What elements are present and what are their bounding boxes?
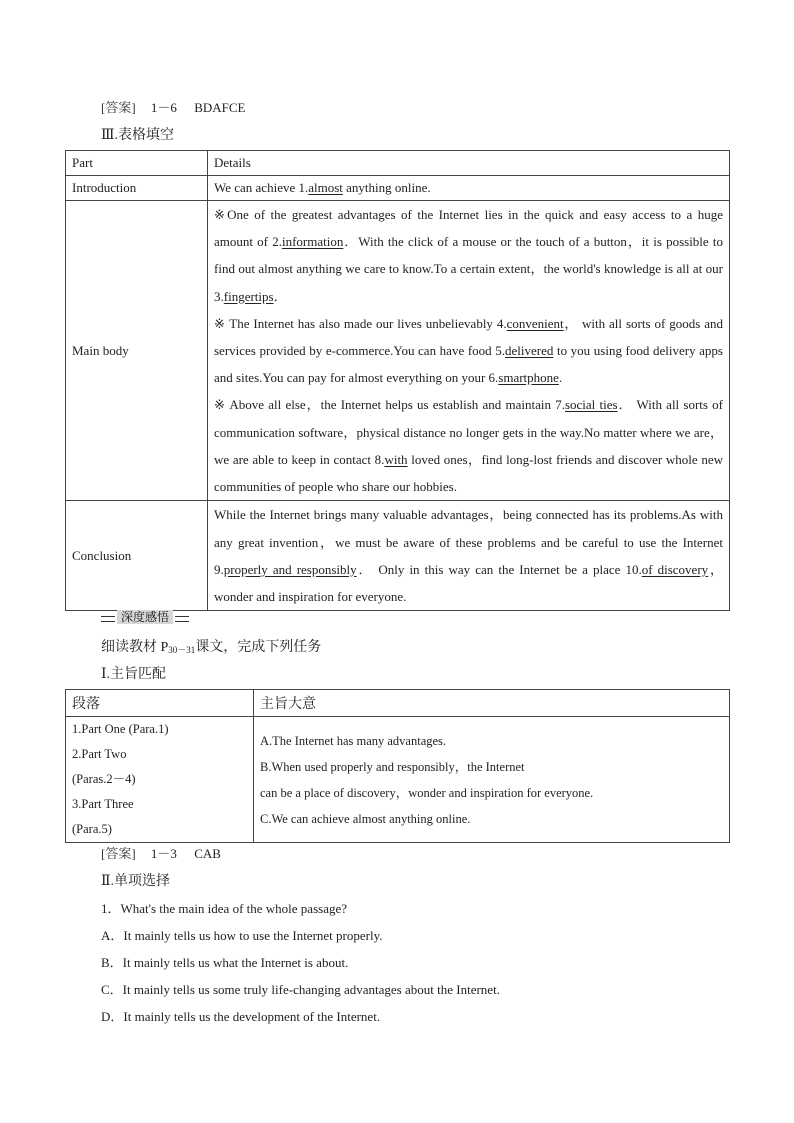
part-item: 1.Part One (Para.1) [72, 722, 169, 736]
header-details: Details [208, 151, 730, 176]
intro-text [208, 176, 730, 201]
blank-8: with [384, 451, 408, 467]
task-intro [101, 636, 321, 656]
main-body-p1b: ．With the click of a mouse or the touch of a button，it is possible to find out almost anything we care to know.To a certain extent，the world's knowledge is all at our 3. [214, 234, 723, 304]
blank-5: delivered [505, 343, 554, 359]
question-stem: 1．What's the main idea of the whole passage? [101, 901, 348, 916]
idea-option: C.We can achieve almost anything online. [260, 811, 471, 826]
answer-line-2 [101, 843, 221, 862]
blank-6: smartphone [498, 370, 559, 386]
part-item: 3.Part Three [72, 797, 134, 811]
answer-tag: [答案] [101, 846, 136, 861]
question-option-b: B．It mainly tells us what the Internet is about. [101, 955, 349, 970]
task-intro-pre: 细读教材 P [101, 640, 169, 655]
table-header-row [66, 151, 730, 176]
idea-option: B.When used properly and responsibly，the Internet [260, 759, 525, 774]
table-row-conclusion [66, 501, 730, 611]
table-row-introduction [66, 176, 730, 201]
conclusion-c: ，wonder and inspiration for everyone. [214, 561, 723, 604]
blank-3: fingertips [223, 288, 274, 304]
row-label-main-body: Main body [66, 201, 208, 501]
section-title-table-fill: Ⅲ.表格填空 [101, 128, 175, 143]
main-body-p3a: ※ Above all else，the Internet helps us establish and maintain 7. [214, 397, 565, 413]
main-idea-table [65, 689, 730, 843]
parts-cell [66, 717, 254, 843]
summary-table [65, 150, 730, 611]
answer-line-1 [101, 97, 245, 116]
answer-range: 1－6 [150, 100, 177, 115]
main-body-text [208, 201, 730, 501]
main-body-p1c: ． [273, 288, 287, 304]
section-banner [101, 610, 189, 624]
intro-pre: We can achieve 1. [214, 180, 309, 195]
main-body-p2b: ， with all sorts of goods and services provided by e-commerce.You can have food 5. [214, 315, 723, 359]
task-intro-pages: 30－31 [168, 645, 196, 655]
main-body-p2a: ※ The Internet has also made our lives unbelievably 4. [214, 315, 507, 331]
banner-bar-right [175, 616, 189, 622]
answer-range: 1－3 [150, 846, 177, 861]
row-label-introduction: Introduction [66, 176, 208, 201]
idea-option: can be a place of discovery，wonder and inspiration for everyone. [260, 785, 594, 800]
main-body-p3c: loved ones，find long-lost friends and discover whole new communities of people who share our hobbies. [214, 451, 723, 495]
part-item: 2.Part Two [72, 747, 127, 761]
conclusion-a: While the Internet brings many valuable advantages，being connected has its problems.As with any great invention，we must be aware of these problems and be careful to use the Internet 9. [214, 507, 723, 577]
answer-value: BDAFCE [194, 100, 246, 115]
part-item: (Paras.2－4) [72, 772, 136, 786]
blank-2: information [281, 234, 344, 250]
section-title-single-choice: Ⅱ.单项选择 [101, 874, 171, 889]
answer-value: CAB [194, 846, 221, 861]
part-item: (Para.5) [72, 822, 112, 836]
header-main-idea: 主旨大意 [254, 690, 730, 717]
question-option-c: C．It mainly tells us some truly life-changing advantages about the Internet. [101, 982, 500, 997]
table2-header-row [66, 690, 730, 717]
header-part: Part [66, 151, 208, 176]
main-body-p3b: ． With all sorts of communication software，physical distance no longer gets in the way.No matter where we are，we are able to keep in contact 8. [214, 397, 723, 467]
conclusion-text [208, 501, 730, 611]
ideas-cell [254, 717, 730, 843]
main-body-p1a: ※One of the greatest advantages of the Internet lies in the quick and easy access to a huge amount of 2. [214, 207, 723, 250]
blank-7: social ties [564, 397, 618, 413]
table-row-main-body [66, 201, 730, 501]
answer-tag: [答案] [101, 100, 136, 115]
conclusion-b: ． Only in this way can the Internet be a place 10. [356, 561, 642, 577]
section-title-main-idea: Ⅰ.主旨匹配 [101, 667, 167, 682]
blank-1: almost [308, 180, 343, 195]
banner-bar-left [101, 616, 115, 622]
main-body-p2d: . [558, 370, 563, 386]
table2-body-row [66, 717, 730, 843]
row-label-conclusion: Conclusion [66, 501, 208, 611]
question-option-a: A．It mainly tells us how to use the Internet properly. [101, 928, 383, 943]
intro-post: anything online. [342, 180, 431, 195]
blank-10: of discovery [641, 561, 709, 577]
main-body-p2c: to you using food delivery apps and sites.You can pay for almost everything on your 6. [214, 343, 723, 386]
idea-option: A.The Internet has many advantages. [260, 733, 447, 748]
question-option-d: D．It mainly tells us the development of the Internet. [101, 1009, 381, 1024]
blank-4: convenient [506, 315, 564, 331]
task-intro-post: 课文，完成下列任务 [195, 640, 322, 655]
header-paragraph: 段落 [66, 690, 254, 717]
blank-9: properly and responsibly [223, 561, 357, 577]
banner-label: 深度感悟 [117, 610, 173, 624]
